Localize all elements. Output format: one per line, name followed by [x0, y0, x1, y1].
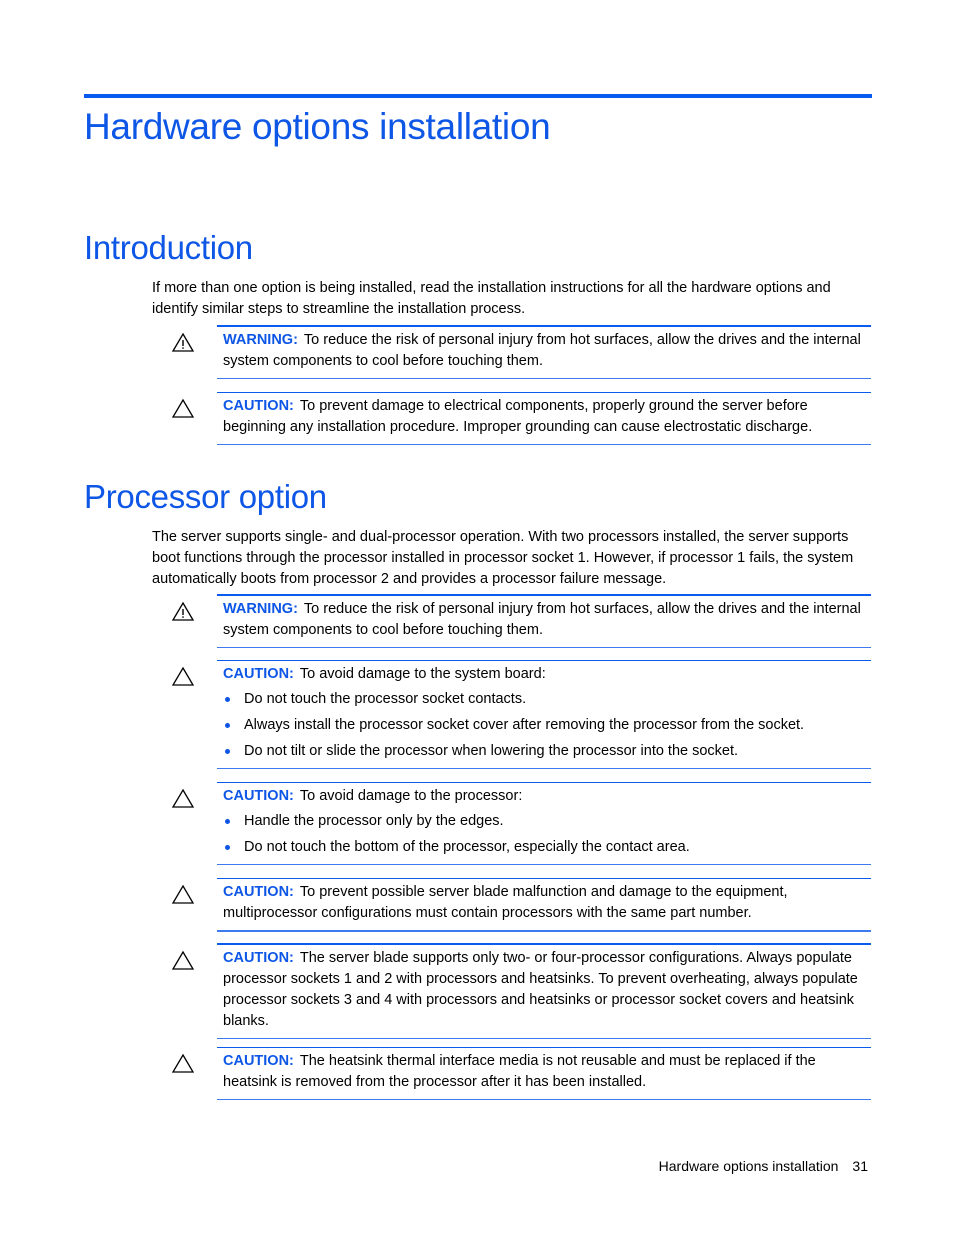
bullet-icon [225, 819, 230, 824]
warning-note [217, 325, 871, 379]
caution-icon [171, 788, 195, 809]
note-text: To prevent possible server blade malfunction and damage to the equipment, multiprocessor configurations must contain processors with the same part number. [223, 884, 788, 921]
caution-icon [171, 884, 195, 905]
bullet-list [223, 811, 865, 858]
bullet-icon [225, 697, 230, 702]
caution-note [217, 782, 871, 865]
caution-note [217, 392, 871, 445]
page-footer [659, 1158, 868, 1174]
footer-title: Hardware options installation [658, 1158, 839, 1174]
note-text: To reduce the risk of personal injury from hot surfaces, allow the drives and the internal system components to cool before touching them. [223, 601, 861, 638]
chapter-title: Hardware options installation [84, 106, 551, 147]
note-text: To avoid damage to the system board: [299, 666, 546, 682]
list-item: Do not tilt or slide the processor when lowering the processor into the socket. [244, 741, 865, 762]
warning-icon [171, 601, 195, 622]
bullet-icon [225, 845, 230, 850]
note-label: CAUTION: [223, 884, 294, 900]
note-text: The heatsink thermal interface media is not reusable and must be replaced if the heatsink is removed from the processor after it has been installed. [223, 1053, 816, 1090]
note-label: CAUTION: [223, 1053, 294, 1069]
intro-paragraph: If more than one option is being installed, read the installation instructions for all the hardware options and identify similar steps to streamline the installation process. [152, 280, 831, 317]
caution-icon [171, 1053, 195, 1074]
note-label: CAUTION: [223, 666, 294, 682]
note-text: To prevent damage to electrical components, properly ground the server before beginning any installation procedure. Improper grounding can cause electrostatic discharge. [223, 398, 813, 435]
bullet-list [223, 689, 865, 762]
page-number: 31 [852, 1158, 868, 1174]
list-item: Do not touch the processor socket contacts. [244, 689, 865, 710]
note-label: WARNING: [223, 601, 298, 617]
warning-note [217, 594, 871, 648]
list-item: Do not touch the bottom of the processor, especially the contact area. [244, 837, 865, 858]
warning-icon [171, 332, 195, 353]
processor-paragraph: The server supports single- and dual-processor operation. With two processors installed, the server supports boot functions through the processor installed in processor socket 1. However, if processor 1 fails, the system automatically boots from processor 2 and provides a processor failure message. [152, 529, 854, 587]
section-title-processor-option: Processor option [84, 478, 327, 515]
list-item: Always install the processor socket cover after removing the processor from the socket. [244, 715, 865, 736]
list-item: Handle the processor only by the edges. [244, 811, 865, 832]
note-text: The server blade supports only two- or four-processor configurations. Always populate processor sockets 1 and 2 with processors and heatsinks. To prevent overheating, always populate processor sockets 3 and 4 with processors and heatsinks or processor socket covers and heatsink blanks. [223, 950, 858, 1029]
note-label: CAUTION: [223, 398, 294, 414]
caution-note [217, 878, 871, 932]
caution-icon [171, 950, 195, 971]
note-label: CAUTION: [223, 950, 294, 966]
bullet-icon [225, 723, 230, 728]
note-text: To reduce the risk of personal injury from hot surfaces, allow the drives and the internal system components to cool before touching them. [223, 332, 861, 369]
chapter-rule [84, 94, 872, 98]
caution-note [217, 660, 871, 769]
caution-note [217, 1047, 871, 1100]
note-label: WARNING: [223, 332, 298, 348]
caution-note [217, 943, 871, 1039]
caution-icon [171, 666, 195, 687]
section-title-introduction: Introduction [84, 229, 253, 266]
caution-icon [171, 398, 195, 419]
note-label: CAUTION: [223, 788, 294, 804]
note-text: To avoid damage to the processor: [299, 788, 523, 804]
bullet-icon [225, 749, 230, 754]
